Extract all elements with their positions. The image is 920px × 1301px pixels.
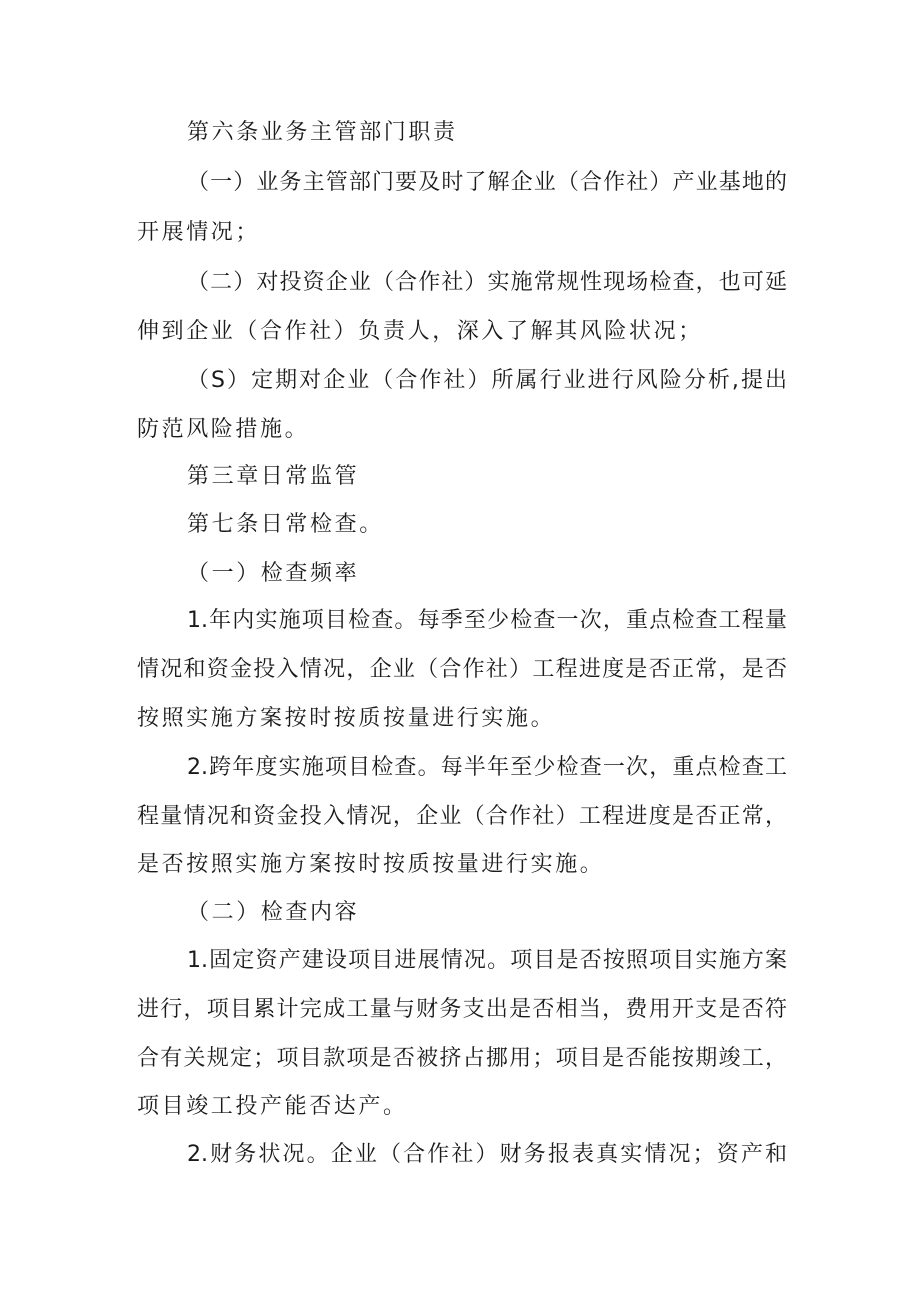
article-6-heading: 第六条业务主管部门职责 [187,120,458,145]
section-heading: （二）检查内容 [187,900,360,925]
chapter-3-heading: 第三章日常监管 [187,464,360,489]
paragraph-line: 程量情况和资金投入情况，企业（合作社）工程进度是否正常， [137,804,787,829]
paragraph-line: 情况和资金投入情况，企业（合作社）工程进度是否正常，是否 [137,657,787,682]
paragraph-line: 进行，项目累计完成工量与财务支出是否相当，费用开支是否符 [137,997,787,1022]
paragraph-line: 伸到企业（合作社）负责人，深入了解其风险状况； [137,319,703,344]
paragraph-line: 开展情况； [137,220,261,245]
paragraph-line: 合有关规定；项目款项是否被挤占挪用；项目是否能按期竣工， [137,1046,787,1071]
article-7-heading: 第七条日常检查。 [187,512,384,537]
paragraph-line: 项目竣工投产能否达产。 [137,1094,408,1119]
paragraph-line: 2.财务状况。企业（合作社）财务报表真实情况；资产和 [187,1142,787,1167]
paragraph-line: （二）对投资企业（合作社）实施常规性现场检查，也可延 [187,270,787,295]
paragraph-line: 是否按照实施方案按时按质按量进行实施。 [137,852,605,877]
paragraph-line: 1.固定资产建设项目进展情况。项目是否按照项目实施方案 [187,948,787,973]
paragraph-line: （S）定期对企业（合作社）所属行业进行风险分析,提出 [187,368,787,393]
paragraph-line: 按照实施方案按时按质按量进行实施。 [137,706,556,731]
paragraph-line: 1.年内实施项目检查。每季至少检查一次，重点检查工程量 [187,608,787,633]
paragraph-line: （一）业务主管部门要及时了解企业（合作社）产业基地的 [187,170,787,195]
section-heading: （一）检查频率 [187,561,360,586]
paragraph-line: 防范风险措施。 [137,417,310,442]
paragraph-line: 2.跨年度实施项目检查。每半年至少检查一次，重点检查工 [187,755,787,780]
